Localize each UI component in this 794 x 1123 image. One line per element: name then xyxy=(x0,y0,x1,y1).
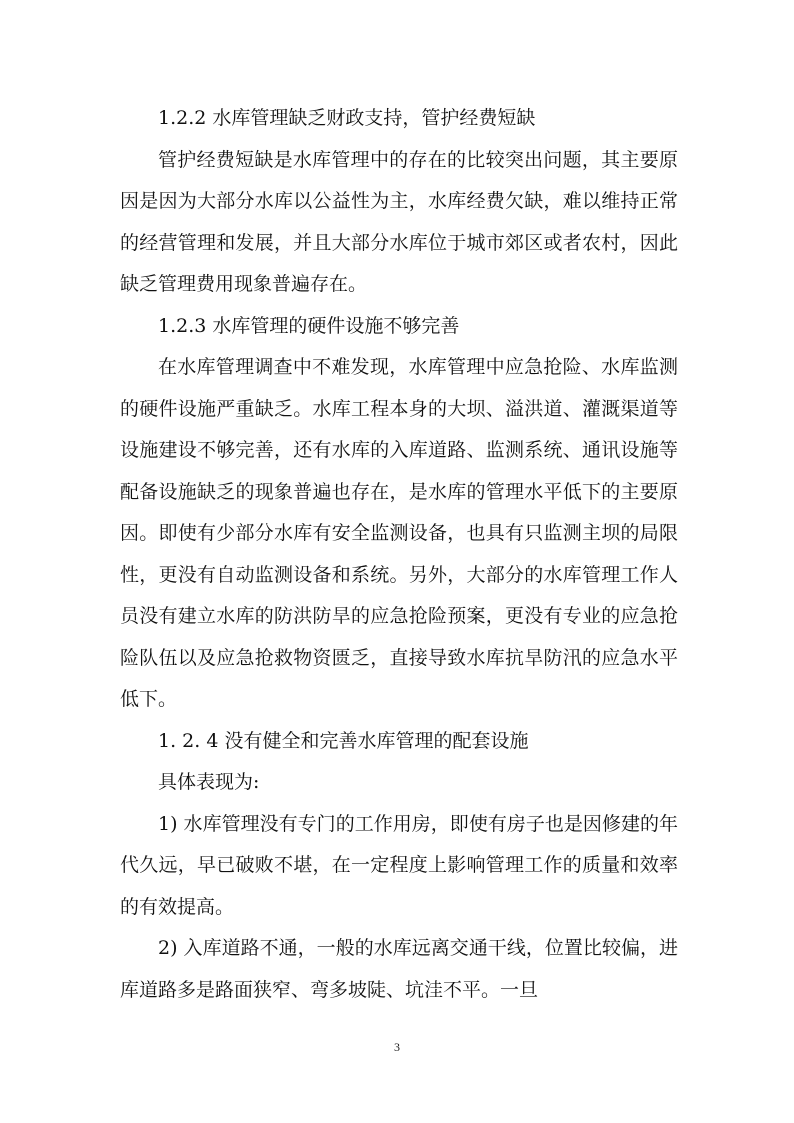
paragraph-funding: 管护经费短缺是水库管理中的存在的比较突出问题，其主要原因是因为大部分水库以公益性为主，水库经费欠缺，难以维持正常的经营管理和发展，并且大部分水库位于城市郊区或者农村，因此缺乏管理费用现象普遍存在。 xyxy=(120,148,678,295)
page-number: 3 xyxy=(394,1040,400,1054)
section-heading-1-2-3: 1.2.3 水库管理的硬件设施不够完善 xyxy=(158,314,460,337)
section-heading-1-2-2: 1.2.2 水库管理缺乏财政支持，管护经费短缺 xyxy=(158,107,536,129)
body-text xyxy=(120,98,678,1011)
section-heading-1-2-4: 1. 2. 4 没有健全和完善水库管理的配套设施 xyxy=(158,729,529,752)
paragraph-hardware: 在水库管理调查中不难发现，水库管理中应急抢险、水库监测的硬件设施严重缺乏。水库工程本身的大坝、溢洪道、灌溉渠道等设施建设不够完善，还有水库的入库道路、监测系统、通讯设施等配备设施缺乏的现象普遍也存在，是水库的管理水平低下的主要原因。即使有少部分水库有安全监测设备，也具有只监测主坝的局限性，更没有自动监测设备和系统。另外，大部分的水库管理工作人员没有建立水库的防洪防旱的应急抢险预案，更没有专业的应急抢险队伍以及应急抢救物资匮乏，直接导致水库抗旱防汛的应急水平低下。 xyxy=(120,356,678,710)
list-item-2: 2) 入库道路不通，一般的水库远离交通干线，位置比较偏，进库道路多是路面狭窄、弯多坡陡、坑洼不平。一旦 xyxy=(120,937,678,1001)
list-item-1: 1) 水库管理没有专门的工作用房，即使有房子也是因修建的年代久远，早已破败不堪，在一定程度上影响管理工作的质量和效率的有效提高。 xyxy=(120,812,678,918)
paragraph-intro: 具体表现为: xyxy=(158,771,260,793)
